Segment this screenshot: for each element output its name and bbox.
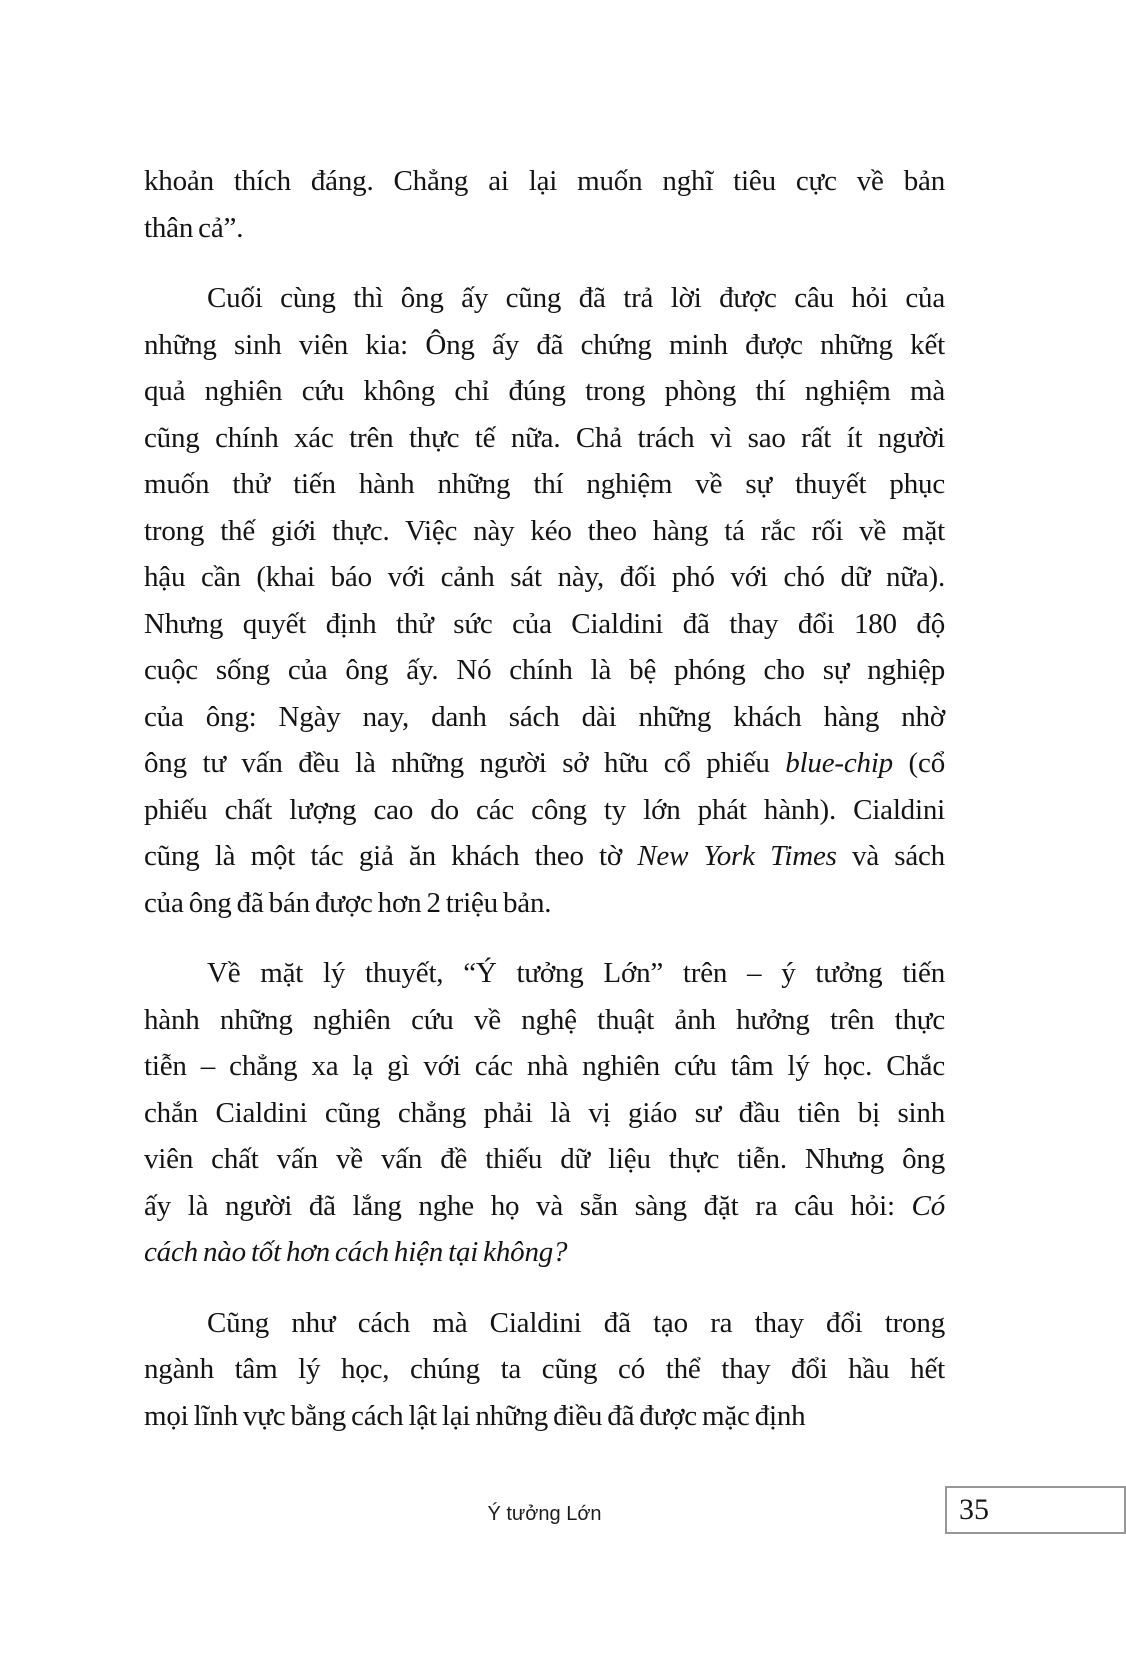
text-segment: khoản thích đáng. Chẳng ai lại muốn nghĩ tiêu cực về bản	[144, 165, 945, 197]
text-segment: Về mặt lý thuyết, “Ý tưởng Lớn” trên – ý tưởng tiến	[207, 957, 945, 989]
text-line	[144, 880, 945, 927]
text-segment: của ông: Ngày nay, danh sách dài những khách hàng nhờ	[144, 700, 945, 733]
italic-text-segment: blue-chip	[785, 747, 893, 779]
text-line	[144, 368, 945, 415]
text-segment: Nhưng quyết định thử sức của Cialdini đã thay đổi 180 độ	[144, 607, 945, 640]
text-line	[144, 1136, 945, 1183]
text-line	[144, 1043, 945, 1090]
text-segment: của ông đã bán được hơn 2 triệu bản.	[144, 886, 552, 919]
text-line	[144, 740, 945, 787]
text-segment: và sách	[836, 840, 945, 872]
text-segment: muốn thử tiến hành những thí nghiệm về sự thuyết phục	[144, 468, 945, 500]
italic-text-segment: cách nào tốt hơn cách hiện tại không?	[144, 1236, 568, 1268]
text-line	[144, 322, 945, 369]
text-segment: hậu cần (khai báo với cảnh sát này, đối phó với chó dữ nữa).	[144, 561, 945, 593]
text-segment: (cổ	[892, 747, 945, 779]
text-segment: cũng là một tác giả ăn khách theo tờ	[144, 840, 638, 872]
footer-running-title: Ý tưởng Lớn	[487, 1503, 602, 1525]
text-segment: ngành tâm lý học, chúng ta cũng có thể thay đổi hầu hết	[144, 1353, 945, 1385]
text-line	[144, 158, 945, 205]
page-number: 35	[959, 1493, 989, 1526]
text-segment: ông tư vấn đều là những người sở hữu cổ phiếu	[144, 747, 786, 779]
text-line	[144, 787, 945, 834]
text-segment: cũng chính xác trên thực tế nữa. Chả trách vì sao rất ít người	[144, 421, 945, 454]
text-line	[144, 415, 945, 462]
text-segment: phiếu chất lượng cao do các công ty lớn phát hành). Cialdini	[144, 793, 945, 826]
text-line	[144, 647, 945, 694]
text-line	[144, 1393, 945, 1440]
paragraph	[144, 1300, 945, 1440]
text-line	[144, 601, 945, 648]
text-line	[144, 1300, 945, 1347]
text-segment: Cuối cùng thì ông ấy cũng đã trả lời được câu hỏi của	[207, 282, 945, 314]
text-segment: những sinh viên kia: Ông ấy đã chứng minh được những kết	[144, 328, 945, 361]
text-segment: hành những nghiên cứu về nghệ thuật ảnh hưởng trên thực	[144, 1003, 945, 1036]
text-line	[144, 694, 945, 741]
paragraph	[144, 158, 945, 251]
paragraph	[144, 950, 945, 1276]
text-segment: trong thế giới thực. Việc này kéo theo hàng tá rắc rối về mặt	[144, 514, 945, 547]
text-segment: viên chất vấn về vấn đề thiếu dữ liệu thực tiễn. Nhưng ông	[144, 1143, 945, 1175]
text-line	[144, 950, 945, 997]
text-segment: quả nghiên cứu không chỉ đúng trong phòng thí nghiệm mà	[144, 375, 945, 407]
text-line	[144, 205, 945, 252]
text-segment: thân cả”.	[144, 211, 244, 244]
text-line	[144, 275, 945, 322]
text-line	[144, 1229, 945, 1276]
text-segment: ấy là người đã lắng nghe họ và sẵn sàng đặt ra câu hỏi:	[144, 1189, 912, 1222]
text-line	[144, 1346, 945, 1393]
text-segment: mọi lĩnh vực bằng cách lật lại những điều đã được mặc định	[144, 1399, 806, 1432]
text-segment: cuộc sống của ông ấy. Nó chính là bệ phóng cho sự nghiệp	[144, 654, 945, 686]
text-line	[144, 1183, 945, 1230]
text-line	[144, 508, 945, 555]
italic-text-segment: New York Times	[637, 840, 837, 872]
text-segment: chắn Cialdini cũng chẳng phải là vị giáo sư đầu tiên bị sinh	[144, 1096, 945, 1129]
paragraph	[144, 275, 945, 926]
text-segment: Cũng như cách mà Cialdini đã tạo ra thay đổi trong	[207, 1306, 945, 1339]
italic-text-segment: Có	[911, 1189, 945, 1222]
text-line	[144, 461, 945, 508]
text-line	[144, 833, 945, 880]
text-line	[144, 1090, 945, 1137]
text-segment: tiễn – chẳng xa lạ gì với các nhà nghiên cứu tâm lý học. Chắc	[144, 1050, 945, 1082]
text-line	[144, 554, 945, 601]
text-line	[144, 997, 945, 1044]
page-number-box	[945, 1486, 1126, 1534]
body-text	[144, 158, 945, 1463]
